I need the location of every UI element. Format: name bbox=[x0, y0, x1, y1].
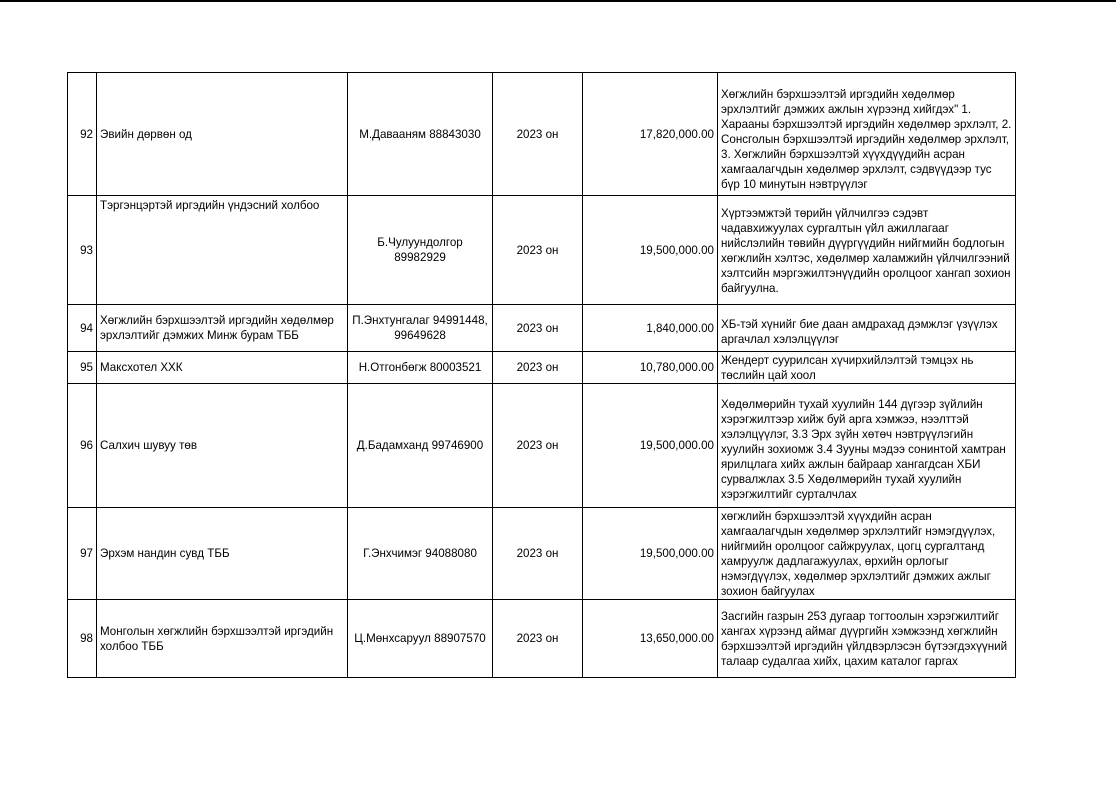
contact-person: Г.Энхчимэг 94088080 bbox=[348, 508, 493, 600]
organization-name: Тэргэнцэртэй иргэдийн үндэсний холбоо bbox=[97, 196, 348, 305]
contact-person: Н.Отгонбөгж 80003521 bbox=[348, 352, 493, 384]
table-row bbox=[68, 196, 1016, 305]
organization-name: Максхотел ХХК bbox=[97, 352, 348, 384]
amount-cell: 1,840,000.00 bbox=[583, 305, 718, 352]
year-cell: 2023 он bbox=[493, 600, 583, 678]
year-cell: 2023 он bbox=[493, 384, 583, 508]
table-row bbox=[68, 600, 1016, 678]
amount-cell: 19,500,000.00 bbox=[583, 508, 718, 600]
row-number: 95 bbox=[68, 352, 97, 384]
year-cell: 2023 он bbox=[493, 508, 583, 600]
description-cell bbox=[718, 305, 1016, 352]
amount-cell: 17,820,000.00 bbox=[583, 73, 718, 196]
description-cell bbox=[718, 73, 1016, 196]
row-number: 98 bbox=[68, 600, 97, 678]
row-number: 93 bbox=[68, 196, 97, 305]
description-text: Хөдөлмөрийн тухай хуулийн 144 дүгээр зүйлийн хэрэгжилтээр хийж буй арга хэмжээ, нээлттэй хэлэлцүүлэг, 3.3 Эрх зүйн хөтөч нэвтрүүлэгийн хуулийн зохиомж 3.4 Зууны мэдээ сонинтой хамтран ярилцлага хийх ажлын байраар хангагдсан ХБИ сурвалжлах 3.5 Хөдөлмөрийн тухай хуулийн хэрэгжилтийг сурталчлах bbox=[721, 398, 1006, 501]
organization-name: Эрхэм нандин сувд ТББ bbox=[97, 508, 348, 600]
contact-person: Б.Чулуундолгор 89982929 bbox=[348, 196, 493, 305]
row-number: 97 bbox=[68, 508, 97, 600]
organization-name: Монголын хөгжлийн бэрхшээлтэй иргэдийн холбоо ТББ bbox=[97, 600, 348, 678]
description-text: Хүртээмжтэй төрийн үйлчилгээ сэдэвт чадавхижуулах сургалтын үйл ажиллагааг нийслэлийн төвийн дүүргүүдийн нийгмийн бодлогын хөгжлийн хэлтэс, хөдөлмөр халамжийн үйлчилгээний хэлтсийн мэргэжилтэнүүдийн оролцоог хангап зохион байгуулна. bbox=[721, 206, 1011, 295]
year-cell: 2023 он bbox=[493, 73, 583, 196]
description-text: Засгийн газрын 253 дугаар тогтоолын хэрэгжилтийг хангах хүрээнд аймаг дүүргийн хэмжээнд хөгжлийн бэрхшээлтэй иргэдийн үйлдвэрлэсэн бүтээгдэхүүний талаар судалгаа хийх, цахим каталог гаргах bbox=[721, 610, 1008, 668]
table-row bbox=[68, 305, 1016, 352]
contact-person: Ц.Мөнхсаруул 88907570 bbox=[348, 600, 493, 678]
amount-cell: 19,500,000.00 bbox=[583, 196, 718, 305]
table-row bbox=[68, 384, 1016, 508]
organization-name: Эвийн дөрвөн од bbox=[97, 73, 348, 196]
organization-name: Салхич шувуу төв bbox=[97, 384, 348, 508]
description-text: Жендерт суурилсан хүчирхийлэлтэй тэмцэх нь төслийн цай хоол bbox=[721, 354, 974, 382]
amount-cell: 10,780,000.00 bbox=[583, 352, 718, 384]
description-text: Хөгжлийн бэрхшээлтэй иргэдийн хөдөлмөр эрхлэлтийг дэмжих ажлын хүрээнд хийгдэх" 1. Харааны бэрхшээлтэй иргэдийн хөдөлмөр эрхлэлт, 2. Сонсголын бэрхшээлтэй иргэдийн хөдөлмөр эрхлэлт, 3. Хөгжлийн бэрхшээлтэй хүүхдүүдийн асран хамгаалагчдын хөдөлмөр эрхлэлт, сэдвүүдээр тус бүр 10 минутын нэвтрүүлэг bbox=[721, 87, 1012, 191]
contact-person: П.Энхтунгалаг 94991448, 99649628 bbox=[348, 305, 493, 352]
description-cell bbox=[718, 352, 1016, 384]
description-cell bbox=[718, 600, 1016, 678]
description-text: хөгжлийн бэрхшээлтэй хүүхдийн асран хамгаалагчдын хөдөлмөр эрхлэлтийг нэмэгдүүлэх, нийгмийн оролцоог сайжруулах, цогц сургалтанд хамруулж дадлагажуулах, өрхийн орлогыг нэмэгдүүлэх, хөдөлмөр эрхлэлтийг дэмжих ажлыг зохион байгуулах bbox=[721, 510, 996, 598]
projects-table bbox=[67, 72, 1016, 678]
top-border-line bbox=[0, 0, 1116, 2]
row-number: 92 bbox=[68, 73, 97, 196]
row-number: 96 bbox=[68, 384, 97, 508]
table-row bbox=[68, 73, 1016, 196]
organization-name: Хөгжлийн бэрхшээлтэй иргэдийн хөдөлмөр эрхлэлтийг дэмжих Минж бурам ТББ bbox=[97, 305, 348, 352]
contact-person: Д.Бадамханд 99746900 bbox=[348, 384, 493, 508]
year-cell: 2023 он bbox=[493, 196, 583, 305]
table-row bbox=[68, 508, 1016, 600]
row-number: 94 bbox=[68, 305, 97, 352]
description-text: ХБ-тэй хүнийг бие даан амдрахад дэмжлэг үзүүлэх аргачлал хэлэлцүүлэг bbox=[721, 318, 998, 346]
description-cell bbox=[718, 384, 1016, 508]
contact-person: М.Давааням 88843030 bbox=[348, 73, 493, 196]
description-cell bbox=[718, 508, 1016, 600]
year-cell: 2023 он bbox=[493, 352, 583, 384]
table-row bbox=[68, 352, 1016, 384]
year-cell: 2023 он bbox=[493, 305, 583, 352]
description-cell bbox=[718, 196, 1016, 305]
amount-cell: 13,650,000.00 bbox=[583, 600, 718, 678]
amount-cell: 19,500,000.00 bbox=[583, 384, 718, 508]
